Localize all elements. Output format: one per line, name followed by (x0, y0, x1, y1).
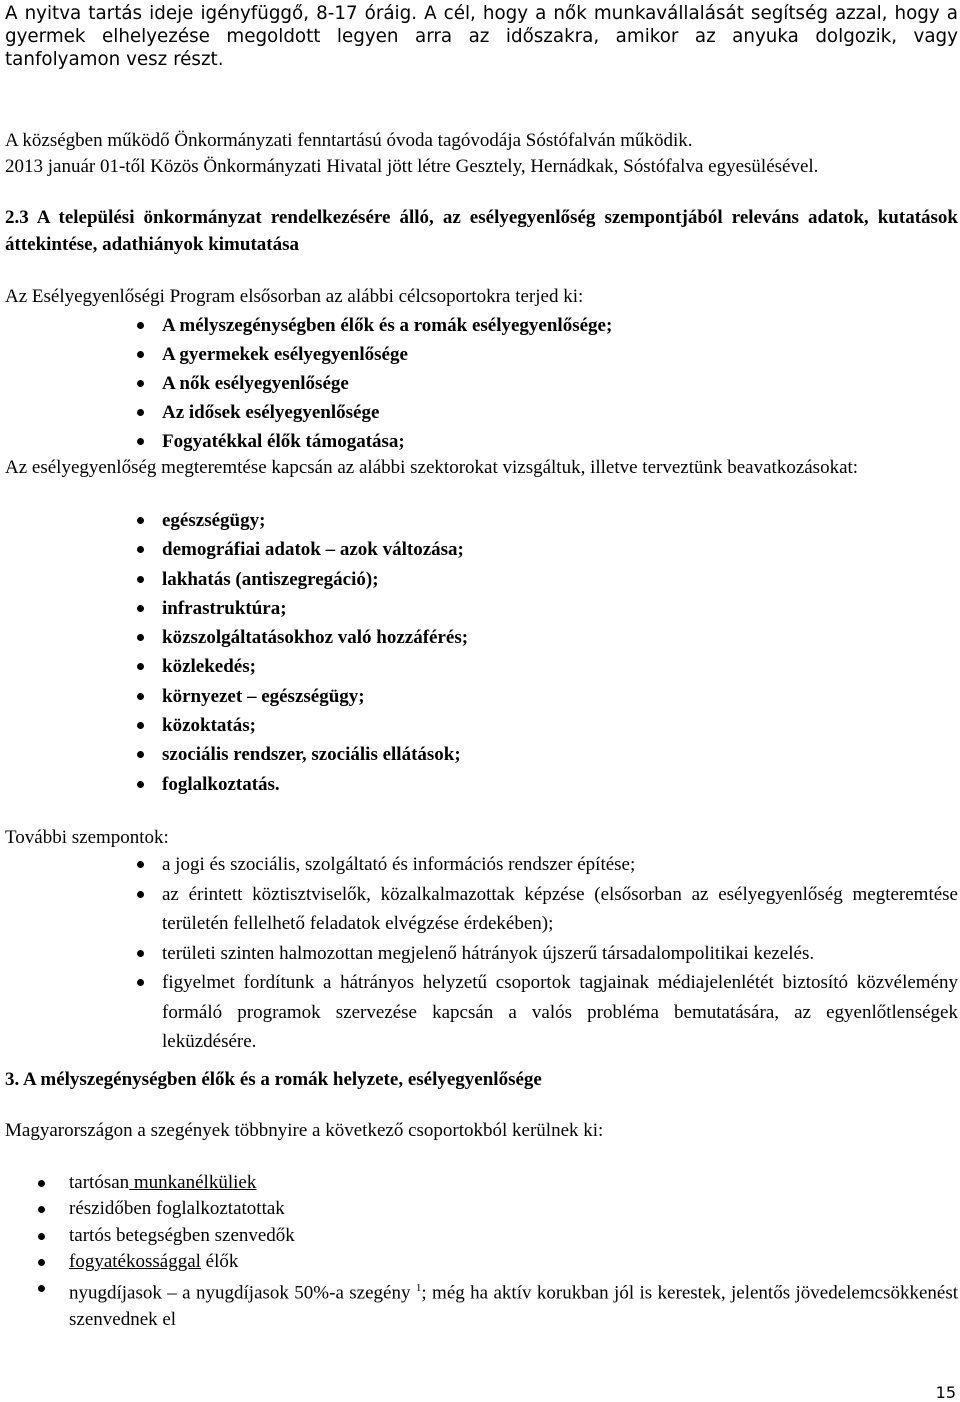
list-item: szociális rendszer, szociális ellátások; (162, 740, 952, 769)
further-label: További szempontok: (5, 827, 169, 848)
list-item: A mélyszegénységben élők és a romák esélyegyenlősége; (162, 311, 952, 340)
list-item: lakhatás (antiszegregáció); (162, 565, 952, 594)
list-item: az érintett köztisztviselők, közalkalmazottak képzése (elsősorban az esélyegyenlőség megteremtése területén fellelhető feladatok elvégzése érdekében); (162, 880, 958, 939)
bullet (137, 950, 144, 957)
bullet (38, 1233, 45, 1240)
bullet (38, 1206, 45, 1213)
bullet (38, 1259, 45, 1266)
list-item: közoktatás; (162, 711, 952, 740)
list-item: területi szinten halmozottan megjelenő hátrányok újszerű társadalompolitikai kezelés. (162, 939, 958, 969)
list-item: közszolgáltatásokhoz való hozzáférés; (162, 623, 952, 652)
bullet (137, 891, 144, 898)
list-item: A nők esélyegyenlősége (162, 369, 952, 398)
list-item: infrastruktúra; (162, 594, 952, 623)
list-item: közlekedés; (162, 652, 952, 681)
target-groups-list (162, 311, 952, 456)
list-item: tartósan munkanélküliek (69, 1170, 958, 1196)
section-3-heading: 3. A mélyszegénységben élők és a romák helyzete, esélyegyenlősége (5, 1069, 542, 1090)
list-item: környezet – egészségügy; (162, 682, 952, 711)
bullet (137, 722, 144, 729)
list-item: Fogyatékkal élők támogatása; (162, 427, 952, 456)
sectors-list (162, 506, 952, 799)
list-item: fogyatékossággal élők (69, 1249, 958, 1275)
bullet (137, 576, 144, 583)
sectors-intro: Az esélyegyenlőség megteremtése kapcsán az alábbi szektorokat vizsgáltuk, illetve terveztünk beavatkozásokat: (5, 457, 859, 478)
bullet (137, 546, 144, 553)
list-item: tartós betegségben szenvedők (69, 1223, 958, 1249)
intro-paragraph: A nyitva tartás ideje igényfüggő, 8-17 óráig. A cél, hogy a nők munkavállalását segítség azzal, hogy a gyermek elhelyezése megoldott legyen arra az időszakra, amikor az anyuka dolgozik, vagy tanfolyamon vesz részt. (5, 3, 958, 70)
program-intro: Az Esélyegyenlőségi Program elsősorban az alábbi célcsoportokra terjed ki: (5, 286, 584, 307)
bullet (137, 693, 144, 700)
office-paragraph: 2013 január 01-től Közös Önkormányzati Hivatal jött létre Gesztely, Hernádkak, Sóstófalva egyesülésével. (5, 156, 819, 177)
link-fogyatekossaggal[interactable]: fogyatékossággal (69, 1250, 201, 1272)
list-item: a jogi és szociális, szolgáltató és információs rendszer építése; (162, 850, 958, 880)
poor-groups-list (69, 1170, 958, 1333)
list-item: Az idősek esélyegyenlősége (162, 398, 952, 427)
poor-intro: Magyarországon a szegények többnyire a következő csoportokból kerülnek ki: (5, 1120, 604, 1141)
bullet (137, 861, 144, 868)
bullet (137, 517, 144, 524)
bullet (137, 979, 144, 986)
list-item: figyelmet fordítunk a hátrányos helyzetű csoportok tagjainak médiajelenlétét biztosító közvélemény formáló programok szervezése kapcsán a valós probléma bemutatására, az egyenlőtlenségek leküzdésére. (162, 968, 958, 1057)
list-item: A gyermekek esélyegyenlősége (162, 340, 952, 369)
bullet (137, 751, 144, 758)
further-points-list (162, 850, 958, 1057)
bullet (137, 438, 144, 445)
link-munkanelkuliek[interactable]: munkanélküliek (129, 1172, 257, 1193)
bullet (137, 409, 144, 416)
bullet (137, 781, 144, 788)
list-item: demográfiai adatok – azok változása; (162, 535, 952, 564)
bullet (137, 351, 144, 358)
bullet (137, 634, 144, 641)
footnote-marker[interactable]: 1 (415, 1282, 422, 1295)
list-item: részidőben foglalkoztatottak (69, 1196, 958, 1222)
bullet (38, 1180, 45, 1187)
bullet (137, 605, 144, 612)
bullet (137, 663, 144, 670)
section-2-3-heading: 2.3 A települési önkormányzat rendelkezésére álló, az esélyegyenlőség szempontjából releváns adatok, kutatások áttekintése, adathiányok kimutatása (5, 207, 958, 255)
list-item: foglalkoztatás. (162, 770, 952, 799)
bullet (38, 1285, 45, 1292)
page-number: 15 (935, 1383, 956, 1402)
bullet (137, 322, 144, 329)
list-item: nyugdíjasok – a nyugdíjasok 50%-a szegény $^1$; még ha aktív korukban jól is kerestek, jelentős jövedelemcsökkenést szenvednek el (69, 1275, 958, 1333)
list-item: egészségügy; (162, 506, 952, 535)
kindergarten-paragraph: A községben működő Önkormányzati fenntartású óvoda tagóvodája Sóstófalván működik. (5, 130, 693, 151)
bullet (137, 380, 144, 387)
